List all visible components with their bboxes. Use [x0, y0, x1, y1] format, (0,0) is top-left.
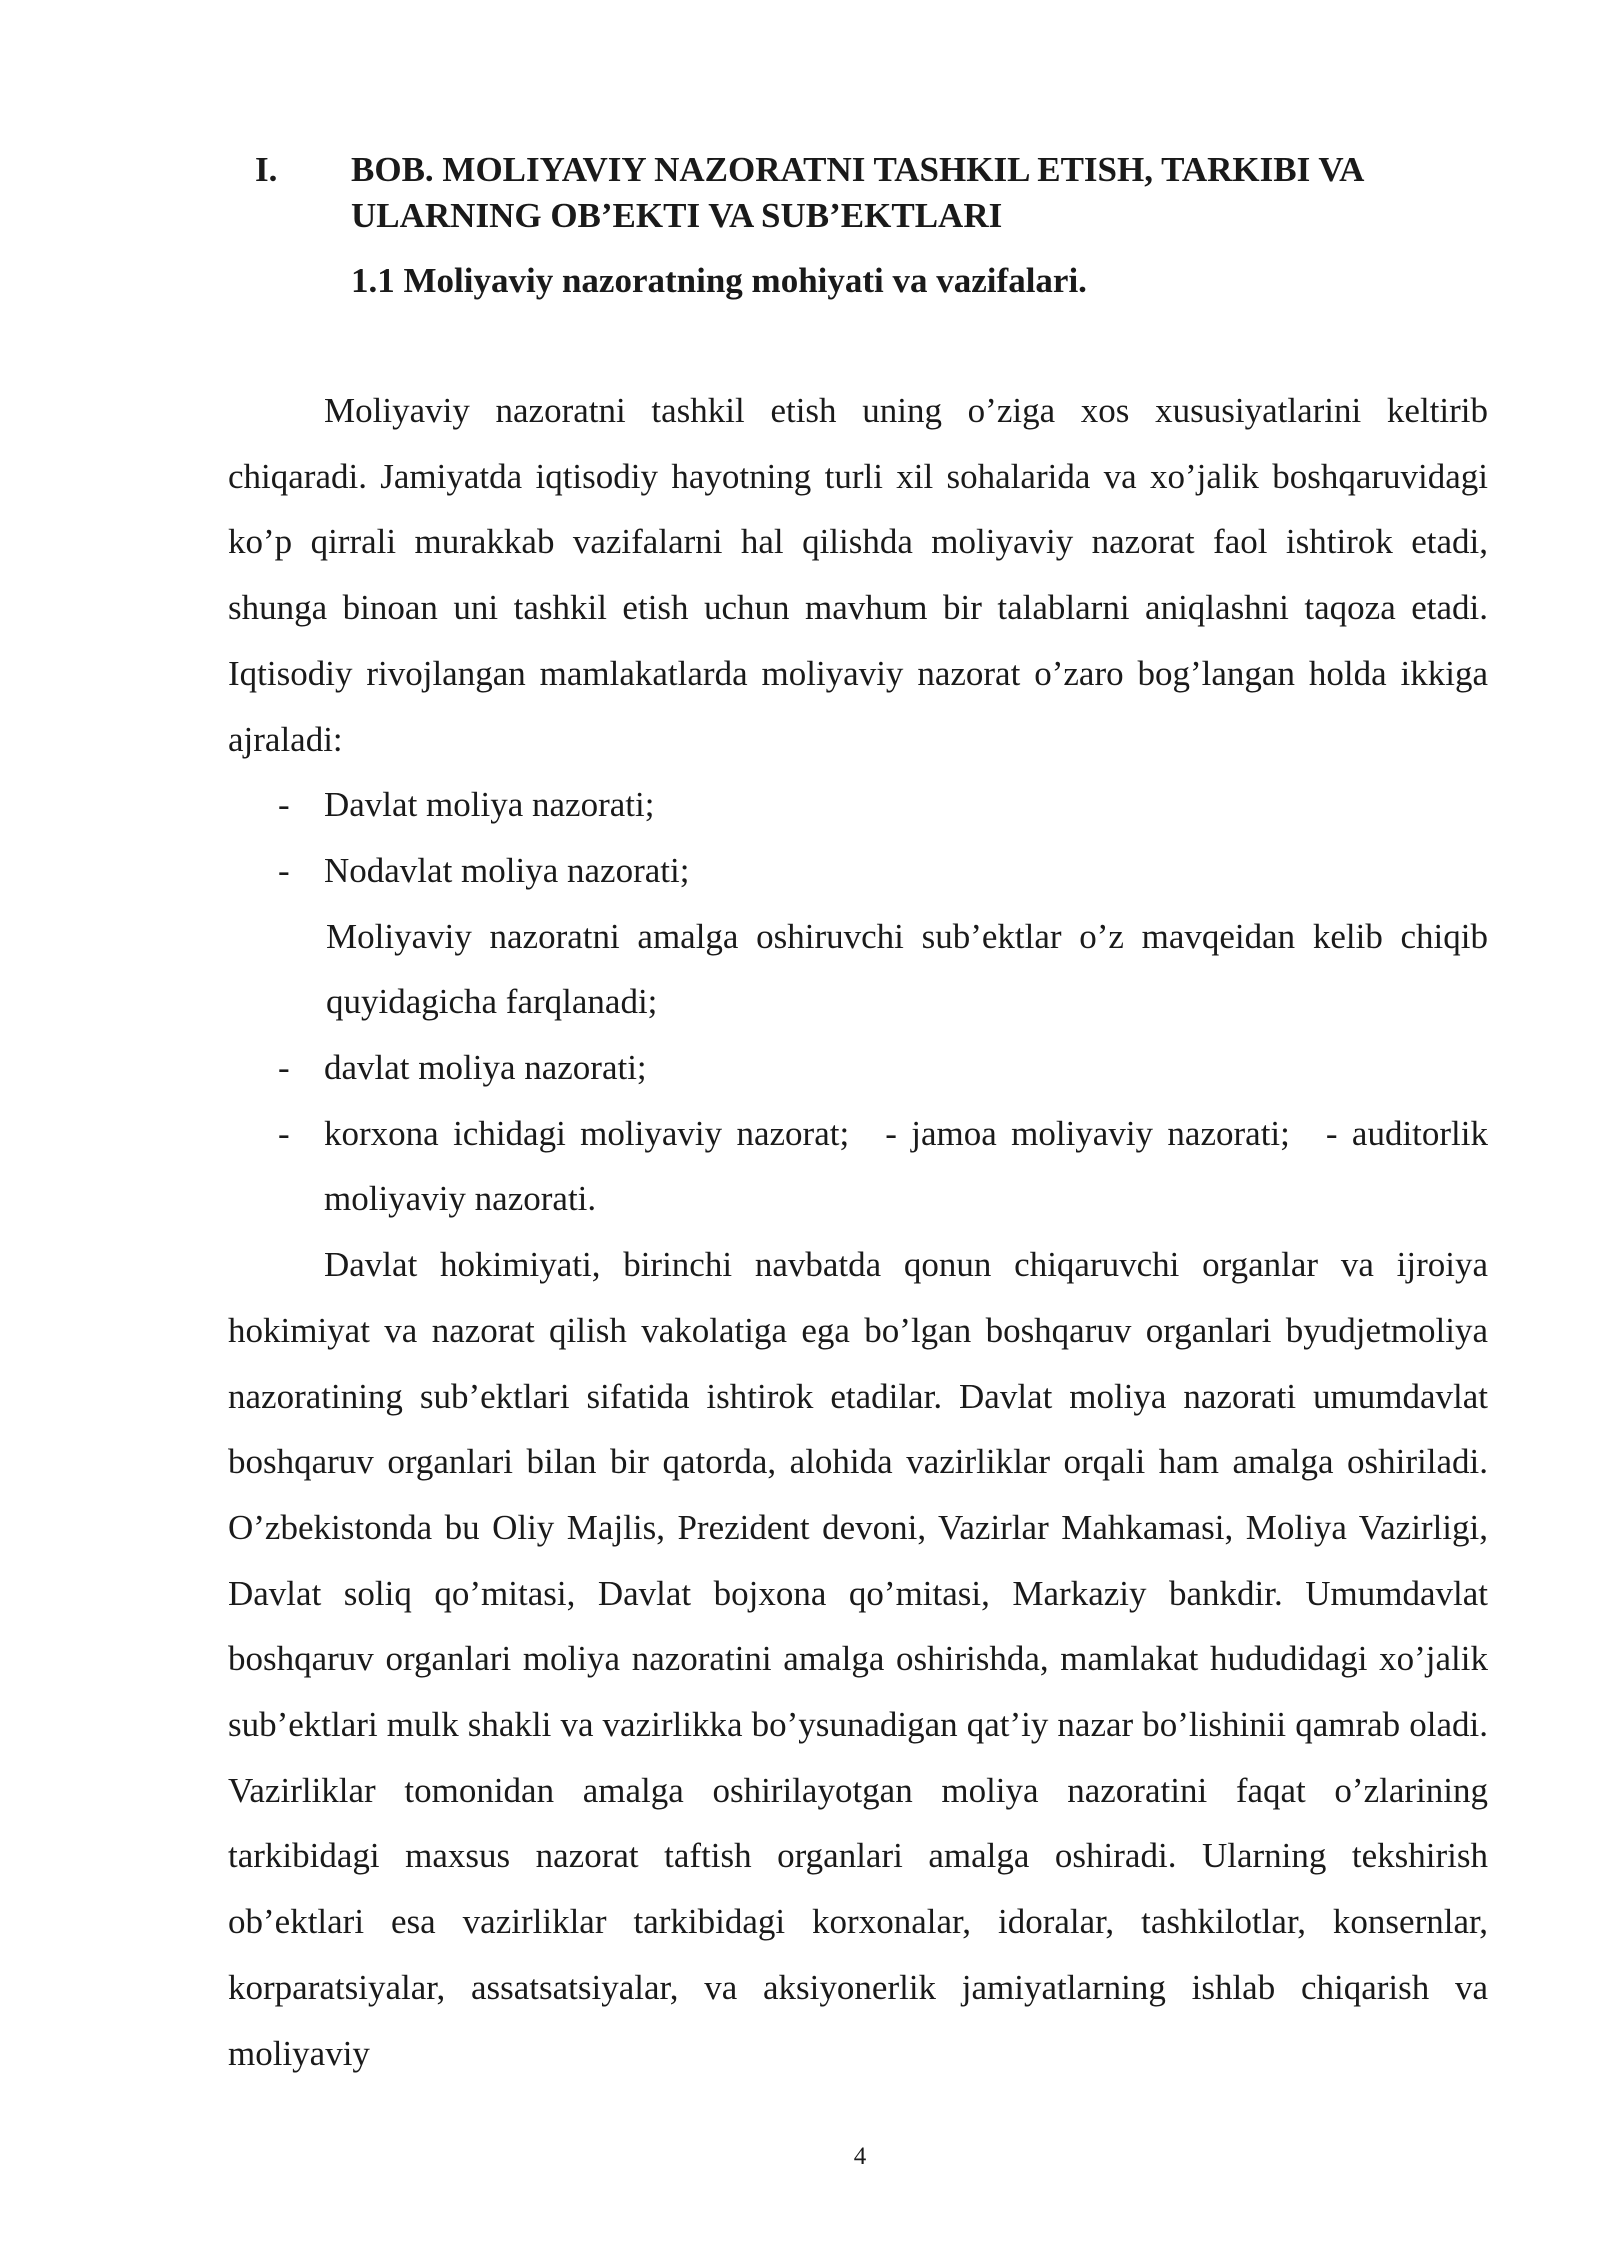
list-dash: - — [278, 785, 290, 825]
list-item — [228, 772, 1488, 838]
paragraph-intro: Moliyaviy nazoratni tashkil etish uning o’ziga xos xususiyatlarini keltirib chiqaradi. Jamiyatda iqtisodiy hayotning turli xil sohalarida va xo’jalik boshqaruvidagi ko’p qirrali murakkab vazifalarni hal qilishda moliyaviy nazorat faol ishtirok etadi, shunga binoan uni tashkil etish uchun mavhum bir talablarni aniqlashni taqoza etadi. Iqtisodiy rivojlangan mamlakatlarda moliyaviy nazorat o’zaro bog’langan holda ikkiga ajraladi: — [228, 391, 1488, 759]
list-item — [228, 1035, 1488, 1101]
list-item — [228, 838, 1488, 904]
chapter-title-line-2: ULARNING OB’EKTI VA SUB’EKTLARI — [351, 196, 1003, 235]
paragraph-subjects: Moliyaviy nazoratni amalga oshiruvchi sub’ektlar o’z mavqeidan kelib chiqib quyidagicha farqlanadi; — [326, 916, 1488, 1022]
section-heading: 1.1 Moliyaviy nazoratning mohiyati va vazifalari. — [351, 261, 1087, 300]
list-dash: - — [278, 1048, 290, 1088]
page-number: 4 — [853, 2143, 867, 2170]
chapter-number: I. — [255, 150, 278, 189]
paragraph-state-authority: Davlat hokimiyati, birinchi navbatda qonun chiqaruvchi organlar va ijroiya hokimiyat va nazorat qilish vakolatiga ega bo’lgan boshqaruv organlari byudjetmoliya nazoratining sub’ektlari sifatida ishtirok etadilar. Davlat moliya nazorati umumdavlat boshqaruv organlari bilan bir qatorda, alohida vazirliklar orqali ham amalga oshiriladi. O’zbekistonda bu Oliy Majlis, Prezident devoni, Vazirlar Mahkamasi, Moliya Vazirligi, Davlat soliq qo’mitasi, Davlat bojxona qo’mitasi, Markaziy bankdir. Umumdavlat boshqaruv organlari moliya nazoratini amalga oshirishda, mamlakat hududidagi xo’jalik sub’ektlari mulk shakli va vazirlikka bo’ysunadigan qat’iy nazar bo’lishinii qamrab oladi. Vazirliklar tomonidan amalga oshirilayotgan moliya nazoratini faqat o’zlarining tarkibidagi maxsus nazorat taftish organlari amalga oshiradi. Ularning tekshirish ob’ektlari esa vazirliklar tarkibidagi korxonalar, idoralar, tashkilotlar, konsernlar, korparatsiyalar, assatsatsiyalar, va aksiyonerlik jamiyatlarning ishlab chiqarish va moliyaviy — [228, 1245, 1488, 2073]
list-item-text: - jamoa moliyaviy nazorati; — [885, 1113, 1290, 1153]
list-item — [228, 1101, 1488, 1232]
body-text — [228, 378, 1488, 2086]
list-item-text: Nodavlat moliya nazorati; — [324, 850, 690, 890]
list-item-text: - auditorlik moliyaviy nazorati. — [324, 1113, 1488, 1219]
list-item-text: davlat moliya nazorati; — [324, 1048, 647, 1088]
list-item-text: Davlat moliya nazorati; — [324, 785, 655, 825]
list-item-text: korxona ichidagi moliyaviy nazorat; — [324, 1113, 850, 1153]
list-dash: - — [278, 1113, 290, 1153]
list-dash: - — [278, 850, 290, 890]
chapter-title-line-1: BOB. MOLIYAVIY NAZORATNI TASHKIL ETISH, TARKIBI VA — [351, 150, 1365, 189]
chapter-heading — [255, 147, 1495, 239]
